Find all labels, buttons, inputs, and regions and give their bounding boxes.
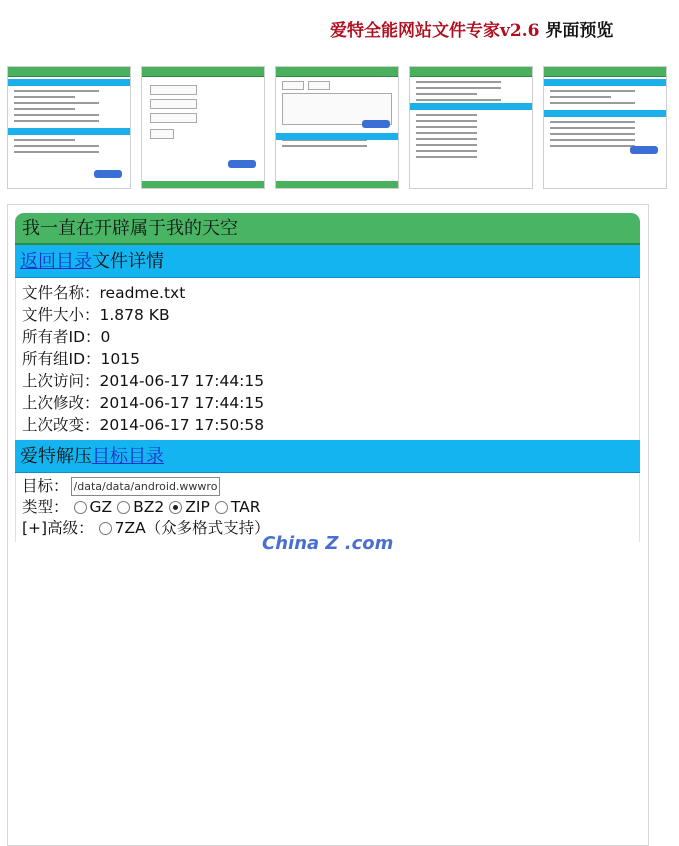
file-details-title: 文件详情 — [92, 251, 164, 272]
app-screen — [15, 213, 640, 554]
preview-frame — [7, 204, 649, 846]
radio-tar-label: TAR — [230, 498, 261, 516]
detail-owner-id: 所有者ID：0 — [22, 328, 111, 346]
radio-zip-label: ZIP — [185, 498, 210, 516]
detail-last-access: 上次访问：2014-06-17 17:44:15 — [22, 372, 265, 390]
type-label: 类型： — [22, 498, 69, 516]
page-title — [330, 16, 613, 41]
extract-title: 爱特解压 — [20, 446, 92, 467]
back-to-directory-link[interactable]: 返回目录 — [20, 251, 92, 272]
page-title-main: 爱特全能网站文件专家v2.6 — [330, 21, 540, 41]
radio-gz-label: GZ — [89, 498, 113, 516]
radio-zip[interactable] — [169, 501, 182, 514]
extract-header — [15, 440, 640, 473]
detail-file-size: 文件大小：1.878 KB — [22, 306, 170, 324]
detail-group-id: 所有组ID：1015 — [22, 350, 140, 368]
thumbnail-file-details[interactable] — [7, 66, 131, 189]
type-row — [22, 497, 633, 518]
target-path-input[interactable] — [71, 477, 220, 496]
thumbnail-search[interactable] — [543, 66, 667, 189]
target-label: 目标： — [22, 477, 69, 495]
thumbnail-login[interactable] — [141, 66, 265, 189]
detail-last-modified: 上次修改：2014-06-17 17:44:15 — [22, 394, 265, 412]
detail-file-name: 文件名称：readme.txt — [22, 284, 186, 302]
radio-tar[interactable] — [215, 501, 228, 514]
radio-bz2[interactable] — [117, 501, 130, 514]
radio-7za[interactable] — [99, 522, 112, 535]
radio-gz[interactable] — [74, 501, 87, 514]
app-header: 我一直在开辟属于我的天空 — [15, 213, 640, 245]
chinaz-watermark: China Z .com — [262, 533, 394, 554]
detail-last-changed: 上次改变：2014-06-17 17:50:58 — [22, 416, 265, 434]
radio-7za-label: 7ZA（众多格式支持） — [114, 519, 270, 537]
target-directory-link[interactable]: 目标目录 — [92, 446, 164, 467]
radio-bz2-label: BZ2 — [133, 498, 165, 516]
advanced-label[interactable]: [+]高级： — [22, 519, 94, 537]
thumbnail-file-list[interactable] — [409, 66, 533, 189]
file-details-header — [15, 245, 640, 278]
file-details-list — [15, 278, 640, 440]
thumbnail-strip — [7, 66, 667, 189]
target-row — [22, 476, 633, 497]
page-title-suffix: 界面预览 — [539, 21, 614, 41]
extract-form — [15, 473, 640, 542]
thumbnail-editor[interactable] — [275, 66, 399, 189]
